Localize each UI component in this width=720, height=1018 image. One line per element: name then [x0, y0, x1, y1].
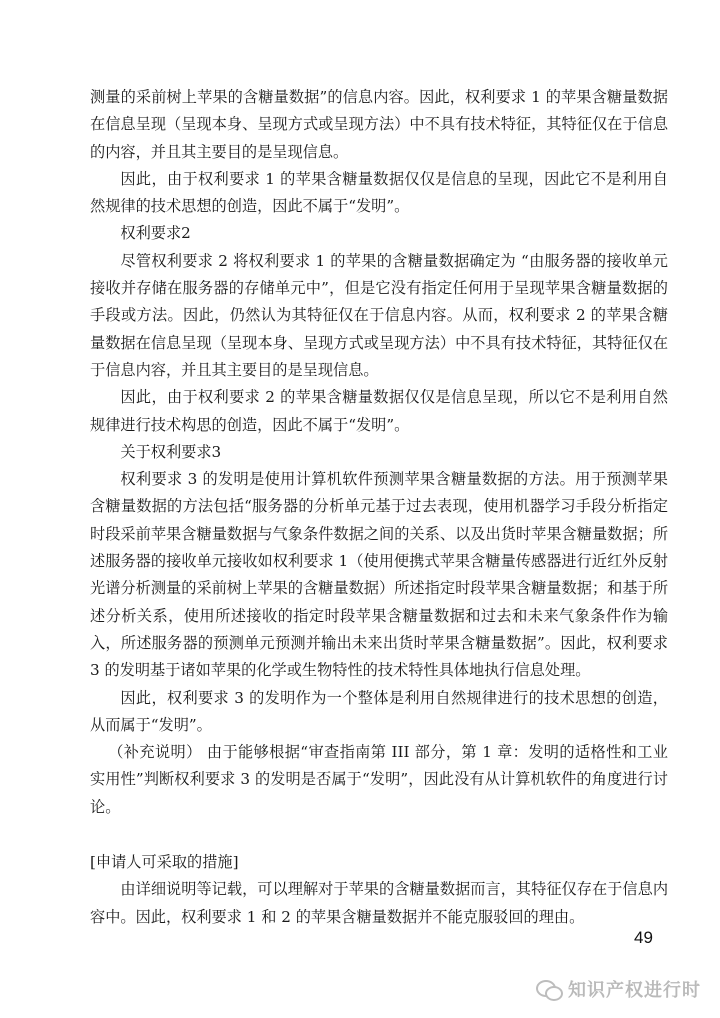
- document-body: [90, 84, 668, 931]
- supplementary-note: （补充说明） 由于能够根据“审查指南第 III 部分，第 1 章：发明的适格性和工业实用性”判断权利要求 3 的发明是否属于“发明”，因此没有从计算机软件的角度进行讨论。: [90, 743, 668, 816]
- paragraph-claim3-is-invention: 因此，权利要求 3 的发明作为一个整体是利用自然规律进行的技术思想的创造，从而属于“发明”。: [90, 688, 668, 734]
- section-gap: [90, 821, 668, 849]
- heading-claim3: 关于权利要求3: [120, 442, 222, 461]
- paragraph-claim1-not-invention: 因此，由于权利要求 1 的苹果含糖量数据仅仅是信息的呈现，因此它不是利用自然规律的技术思想的创造，因此不属于“发明”。: [90, 169, 668, 216]
- wechat-icon: [536, 978, 562, 1000]
- section-title-applicant-measures: [申请人可采取的措施]: [90, 853, 239, 872]
- page-number: 49: [634, 928, 653, 947]
- paragraph-claim2-analysis: 尽管权利要求 2 将权利要求 1 的苹果的含糖量数据确定为 “由服务器的接收单元接收并存储在服务器的存储单元中”，但是它没有指定任何用于呈现苹果含糖量数据的手段或方法。因此，仍然认为其特征仅在于信息内容。从而，权利要求 2 的苹果含糖量数据在信息呈现（呈现本身、呈现方式或呈现方法）中不具有技术特征，其特征仅在于信息内容，并且其主要目的是呈现信息。: [90, 251, 668, 379]
- paragraph-claim3-analysis: 权利要求 3 的发明是使用计算机软件预测苹果含糖量数据的方法。用于预测苹果含糖量数据的方法包括“服务器的分析单元基于过去表现，使用机器学习手段分析指定时段采前苹果含糖量数据与气象条件数据之间的关系、以及出货时苹果含糖量数据；所述服务器的接收单元接收如权利要求 1（使用便携式苹果含糖量传感器进行近红外反射光谱分析测量的采前树上苹果的含糖量数据）所述指定时段苹果含糖量数据；和基于所述分析关系，使用所述接收的指定时段苹果含糖量数据和过去和未来气象条件作为输入，所述服务器的预测单元预测并输出未来出货时苹果含糖量数据”。因此，权利要求 3 的发明基于诸如苹果的化学或生物特性的技术特性具体地执行信息处理。: [90, 470, 668, 680]
- paragraph-applicant-measures: 由详细说明等记载，可以理解对于苹果的含糖量数据而言，其特征仅存在于信息内容中。因此，权利要求 1 和 2 的苹果含糖量数据并不能克服驳回的理由。: [90, 880, 668, 926]
- paragraph-claim1-conclusion: 测量的采前树上苹果的含糖量数据”的信息内容。因此，权利要求 1 的苹果含糖量数据在信息呈现（呈现本身、呈现方式或呈现方法）中不具有技术特征，其特征仅在于信息的内容，并且其主要目的是呈现信息。: [90, 88, 668, 161]
- watermark: [536, 974, 701, 1004]
- paragraph-claim2-not-invention: 因此，由于权利要求 2 的苹果含糖量数据仅仅是信息呈现，所以它不是利用自然规律进行技术构思的创造，因此不属于“发明”。: [90, 388, 668, 434]
- heading-claim2: 权利要求2: [120, 224, 191, 243]
- watermark-text: 知识产权进行时: [568, 980, 701, 1001]
